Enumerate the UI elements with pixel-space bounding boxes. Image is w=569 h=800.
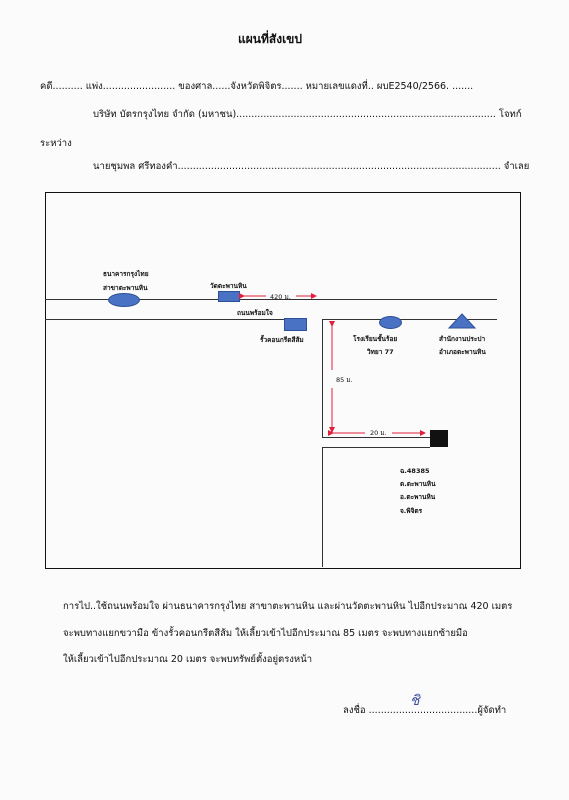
property-title-deed: ฉ.48385 — [400, 467, 430, 475]
water-office-symbol — [448, 313, 476, 329]
temple-label: วัดตะพานหิน — [210, 282, 247, 290]
fence-label: รั้วคอนกรีตสีส้ม — [260, 336, 304, 344]
between-label: ระหว่าง — [40, 138, 72, 149]
distance-label-20: 20 ม. — [370, 429, 387, 437]
water-office-label-2: อำเภอตะพานหิน — [439, 348, 486, 356]
school-label-1: โรงเรียนชั้นร้อย — [353, 335, 398, 343]
case-line: คดี.......... แพ่ง........................ ของศาล......จังหวัดพิจิตร....... หมายเลขแดงที่.. ผบE2540/2566. ....... — [40, 81, 474, 92]
school-label-2: วิทยา 77 — [367, 348, 394, 356]
distance-label-420: 420 ม. — [270, 293, 291, 301]
document-title: แผนที่สังเขป — [238, 32, 302, 46]
water-office-label-1: สำนักงานประปา — [439, 335, 486, 343]
plaintiff-line: บริษัท บัตรกรุงไทย จำกัด (มหาชน)...................................................................................... โจทก์ — [93, 109, 522, 120]
property-marker — [430, 430, 448, 447]
school-symbol — [379, 316, 402, 329]
directions-line-1: การไป..ใช้ถนนพร้อมใจ ผ่านธนาคารกรุงไทย สาขาตะพานหิน และผ่านวัดตะพานหิน ไปอีกประมาณ 420 เมตร — [63, 601, 513, 612]
fence-symbol — [284, 318, 307, 331]
bank-label-2: สาขาตะพานหิน — [103, 284, 148, 292]
signature-scribble: ชิ — [410, 693, 420, 709]
directions-line-2: จะพบทางแยกขวามือ ข้างรั้วคอนกรีตสีส้ม ให้เลี้ยวเข้าไปอีกประมาณ 85 เมตร จะพบทางแยกซ้ายมือ — [63, 628, 468, 639]
distance-label-85: 85 ม. — [336, 376, 353, 384]
defendant-line: นายชุมพล ศรีทองคำ........................................................................................................... จำเลย — [93, 161, 530, 172]
property-subdistrict: ต.ตะพานหิน — [400, 480, 436, 488]
bank-label-1: ธนาคารกรุงไทย — [103, 270, 149, 278]
property-district: อ.ตะพานหิน — [400, 493, 436, 501]
property-province: จ.พิจิตร — [400, 507, 423, 515]
signature-line: ลงชื่อ ....................................ผู้จัดทำ — [343, 705, 507, 716]
road-name: ถนนพร้อมใจ — [237, 309, 273, 317]
directions-line-3: ให้เลี้ยวเข้าไปอีกประมาณ 20 เมตร จะพบทรัพย์ตั้งอยู่ตรงหน้า — [63, 654, 313, 665]
